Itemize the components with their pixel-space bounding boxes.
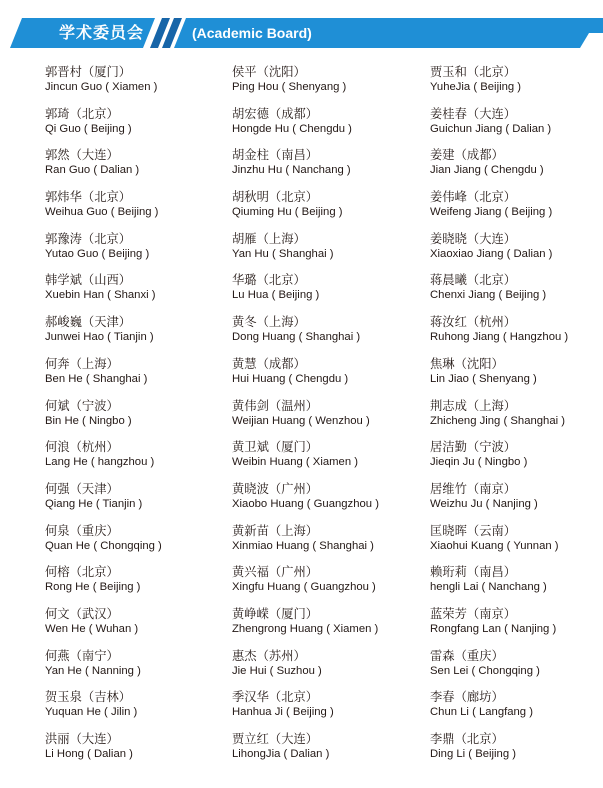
member-name-cn: 郝峻巍（天津） [45,315,132,330]
member-entry [232,272,422,314]
member-entry [430,231,603,273]
member-name-en: Junwei Hao ( Tianjin ) [45,331,154,344]
member-name-cn: 黄新苗（上海） [232,523,319,538]
member-name-en: Ran Guo ( Dalian ) [45,164,140,177]
member-name-en: Hanhua Ji ( Beijing ) [232,706,334,719]
member-name-en: Weijian Huang ( Wenzhou ) [232,414,370,427]
member-entry [232,189,422,231]
member-entry [232,356,422,398]
member-name-cn: 郭然（大连） [45,148,119,163]
member-name-en: Wen He ( Wuhan ) [45,622,139,635]
member-name-en: Qiuming Hu ( Beijing ) [232,206,343,219]
member-name-en: Jieqin Ju ( Ningbo ) [430,456,528,469]
member-entry [232,523,422,565]
member-name-cn: 居维竹（南京） [430,481,517,496]
member-entry [430,481,603,523]
member-entry [430,106,603,148]
member-entry [45,606,235,648]
member-name-en: Chun Li ( Langfang ) [430,706,533,719]
member-name-en: hengli Lai ( Nanchang ) [430,581,547,594]
member-name-cn: 郭豫涛（北京） [45,231,132,246]
member-name-cn: 黄冬（上海） [232,315,306,330]
member-name-cn: 黄卫斌（厦门） [232,440,319,455]
member-name-cn: 蒋晨曦（北京） [430,273,517,288]
member-name-en: Hongde Hu ( Chengdu ) [232,122,352,135]
member-entry [430,606,603,648]
member-entry [430,523,603,565]
member-name-en: Yuquan He ( Jilin ) [45,706,138,719]
member-column [45,64,235,773]
member-entry [430,272,603,314]
member-name-cn: 贺玉泉（吉林） [45,690,132,705]
member-entry [232,64,422,106]
member-entry [232,314,422,356]
member-name-en: Quan He ( Chongqing ) [45,539,162,552]
member-name-cn: 胡金柱（南昌） [232,148,319,163]
member-name-en: Xuebin Han ( Shanxi ) [45,289,156,302]
member-name-en: Rongfang Lan ( Nanjing ) [430,622,557,635]
member-entry [45,731,235,773]
member-name-cn: 侯平（沈阳） [232,65,306,79]
member-name-cn: 郭炜华（北京） [45,190,132,205]
member-name-en: LihongJia ( Dalian ) [232,748,330,760]
member-name-en: Yutao Guo ( Beijing ) [45,247,150,260]
section-title: 学术委员会 [59,23,145,42]
member-column [232,64,422,773]
member-name-en: Ping Hou ( Shenyang ) [232,81,347,93]
member-name-cn: 洪丽（大连） [45,732,119,746]
member-name-en: Li Hong ( Dalian ) [45,748,133,760]
member-name-cn: 荆志成（上海） [430,398,517,413]
member-entry [430,398,603,440]
member-name-cn: 黄慧（成都） [232,356,306,371]
member-entry [430,648,603,690]
member-entry [45,314,235,356]
member-name-cn: 黄峥嵘（厦门） [232,606,319,621]
member-name-cn: 郭晋村（厦门） [45,65,132,79]
member-name-en: Xingfu Huang ( Guangzhou ) [232,581,376,594]
member-name-en: Yan He ( Nanning ) [45,664,141,677]
member-name-en: Xiaohui Kuang ( Yunnan ) [430,539,559,552]
member-name-cn: 何泉（重庆） [45,523,119,538]
member-name-cn: 蒋汝红（杭州） [430,315,517,330]
member-name-cn: 何强（天津） [45,481,119,496]
member-name-en: Jie Hui ( Suzhou ) [232,664,322,677]
member-entry [45,689,235,731]
member-name-en: Chenxi Jiang ( Beijing ) [430,289,547,302]
member-entry [232,398,422,440]
member-entry [45,189,235,231]
member-name-cn: 何奔（上海） [45,356,119,371]
member-name-cn: 贾立红（大连） [232,732,319,746]
member-name-en: Xiaoxiao Jiang ( Dalian ) [430,247,553,260]
member-entry [430,147,603,189]
member-entry [232,147,422,189]
member-name-en: Yan Hu ( Shanghai ) [232,247,334,260]
member-name-en: Jinzhu Hu ( Nanchang ) [232,164,351,177]
member-name-en: Weifeng Jiang ( Beijing ) [430,206,553,219]
member-name-cn: 贾玉和（北京） [430,65,517,79]
member-name-cn: 黄晓波（广州） [232,481,319,496]
member-entry [232,564,422,606]
member-entry [232,731,422,773]
member-entry [232,648,422,690]
member-entry [45,648,235,690]
member-name-en: Lin Jiao ( Shenyang ) [430,372,537,385]
member-name-en: Ruhong Jiang ( Hangzhou ) [430,331,569,344]
member-name-en: Qiang He ( Tianjin ) [45,497,143,510]
member-name-en: Jincun Guo ( Xiamen ) [45,81,158,93]
member-name-cn: 何燕（南宁） [45,648,119,663]
member-entry [430,564,603,606]
member-entry [232,106,422,148]
member-entry [430,439,603,481]
member-entry [232,231,422,273]
member-name-cn: 姜桂春（大连） [430,106,517,121]
section-banner [0,18,603,48]
member-entry [232,439,422,481]
member-name-en: Dong Huang ( Shanghai ) [232,331,361,344]
member-name-cn: 何文（武汉） [45,606,119,621]
member-name-en: Ben He ( Shanghai ) [45,372,148,385]
member-name-cn: 雷森（重庆） [430,648,504,663]
member-name-en: Lu Hua ( Beijing ) [232,289,320,302]
member-entry [430,689,603,731]
member-name-en: Sen Lei ( Chongqing ) [430,664,540,677]
member-name-cn: 匡晓晖（云南） [430,523,517,538]
member-name-cn: 居洁勤（宁波） [430,440,517,455]
member-column [430,64,603,773]
member-entry [45,356,235,398]
member-entry [45,481,235,523]
member-name-en: Hui Huang ( Chengdu ) [232,372,349,385]
member-name-en: Qi Guo ( Beijing ) [45,122,132,135]
member-name-en: Xiaobo Huang ( Guangzhou ) [232,497,379,510]
member-name-cn: 焦琳（沈阳） [430,356,504,371]
member-name-cn: 姜建（成都） [430,148,504,163]
member-name-cn: 韩学斌（山西） [45,273,132,288]
member-entry [232,606,422,648]
member-entry [430,731,603,773]
member-entry [45,64,235,106]
member-entry [45,231,235,273]
member-name-cn: 黄兴福（广州） [232,565,319,580]
member-name-cn: 胡秋明（北京） [232,190,319,205]
member-name-cn: 何斌（宁波） [45,398,119,413]
member-name-en: Jian Jiang ( Chengdu ) [430,164,544,177]
member-name-cn: 黄伟剑（温州） [232,398,319,413]
member-name-en: Ding Li ( Beijing ) [430,748,517,760]
member-entry [45,523,235,565]
member-entry [45,106,235,148]
member-entry [430,314,603,356]
member-entry [45,439,235,481]
member-name-cn: 姜伟峰（北京） [430,190,517,205]
section-subtitle: (Academic Board) [192,25,312,41]
member-entry [232,481,422,523]
member-entry [430,189,603,231]
member-name-cn: 何浪（杭州） [45,440,119,455]
member-entry [45,147,235,189]
member-name-en: YuheJia ( Beijing ) [430,81,522,93]
member-name-cn: 胡宏德（成都） [232,106,319,121]
member-entry [45,564,235,606]
member-name-en: Lang He ( hangzhou ) [45,456,155,469]
member-name-en: Weihua Guo ( Beijing ) [45,206,159,219]
member-name-en: Zhengrong Huang ( Xiamen ) [232,622,379,635]
member-name-cn: 何榕（北京） [45,565,119,580]
member-name-en: Weizhu Ju ( Nanjing ) [430,497,538,510]
member-name-cn: 季汉华（北京） [232,690,319,705]
member-name-cn: 李春（廊坊） [430,690,504,705]
member-name-en: Rong He ( Beijing ) [45,581,141,594]
member-name-en: Xinmiao Huang ( Shanghai ) [232,539,374,552]
member-name-cn: 蓝荣芳（南京） [430,606,517,621]
member-name-cn: 华璐（北京） [232,273,306,288]
member-name-cn: 惠杰（苏州） [232,648,306,663]
member-entry [45,398,235,440]
member-name-en: Zhicheng Jing ( Shanghai ) [430,414,566,427]
member-entry [430,64,603,106]
member-name-cn: 郭琦（北京） [45,106,119,121]
member-name-cn: 李鼎（北京） [430,732,504,746]
member-entry [430,356,603,398]
member-name-cn: 赖珩莉（南昌） [430,565,517,580]
member-entry [232,689,422,731]
member-name-en: Bin He ( Ningbo ) [45,414,132,427]
member-name-cn: 姜晓晓（大连） [430,231,517,246]
member-name-en: Weibin Huang ( Xiamen ) [232,456,358,469]
member-entry [45,272,235,314]
member-name-cn: 胡雁（上海） [232,231,306,246]
member-name-en: Guichun Jiang ( Dalian ) [430,122,552,135]
